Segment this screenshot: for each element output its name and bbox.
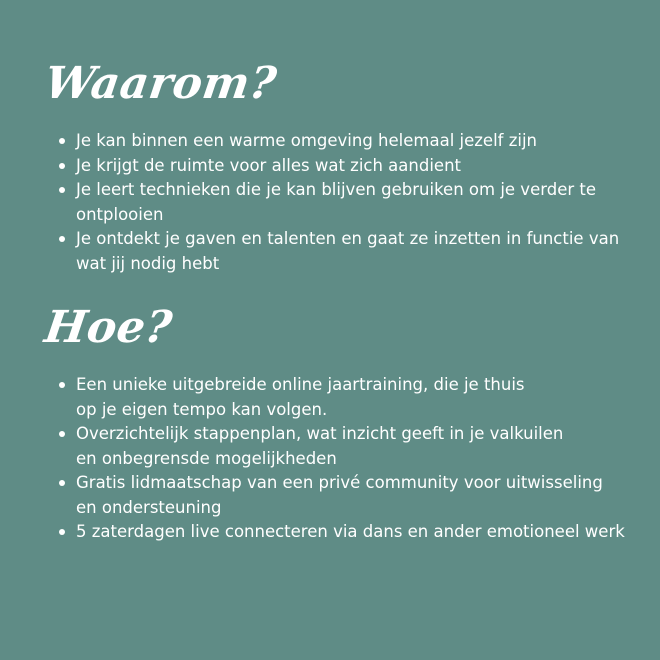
bullet-dot-icon — [59, 480, 65, 486]
list-item — [56, 422, 636, 471]
list-item-text: Overzichtelijk stappenplan, wat inzicht geeft in je valkuilen — [76, 424, 564, 443]
bullet-dot-icon — [59, 529, 65, 535]
list-item-text: Je krijgt de ruimte voor alles wat zich aandient — [76, 155, 462, 175]
bullet-list-hoe — [56, 373, 636, 545]
list-item — [56, 154, 636, 179]
bullet-list-waarom — [56, 129, 636, 276]
list-item — [56, 227, 636, 276]
list-item-text: Je ontdekt je gaven en talenten en gaat ze inzetten in functie van — [76, 229, 620, 248]
list-item-text: Je leert technieken die je kan blijven gebruiken om je verder te — [76, 180, 596, 199]
list-item — [56, 178, 636, 227]
list-item — [56, 373, 636, 422]
list-item — [56, 129, 636, 154]
list-item-text: en ondersteuning — [76, 497, 222, 517]
list-item-text: Gratis lidmaatschap van een privé community voor uitwisseling — [76, 473, 603, 492]
list-item-text: op je eigen tempo kan volgen. — [76, 399, 328, 419]
bullet-dot-icon — [59, 138, 65, 144]
bullet-dot-icon — [59, 187, 65, 193]
list-item — [56, 520, 636, 545]
list-item-text: Een unieke uitgebreide online jaartraining, die je thuis — [76, 375, 525, 394]
bullet-dot-icon — [59, 431, 65, 437]
list-item-text: en onbegrensde mogelijkheden — [76, 448, 337, 468]
heading-hoe: Hoe? — [41, 302, 176, 353]
bullet-dot-icon — [59, 163, 65, 169]
heading-waarom: Waarom? — [41, 58, 280, 109]
list-item — [56, 471, 636, 520]
list-item-text: 5 zaterdagen live connecteren via dans en ander emotioneel werk — [76, 522, 625, 541]
list-item-text: ontplooien — [76, 204, 164, 224]
bullet-dot-icon — [59, 382, 65, 388]
list-item-text: wat jij nodig hebt — [76, 253, 220, 273]
list-item-text: Je kan binnen een warme omgeving helemaal jezelf zijn — [76, 131, 538, 150]
bullet-dot-icon — [59, 236, 65, 242]
